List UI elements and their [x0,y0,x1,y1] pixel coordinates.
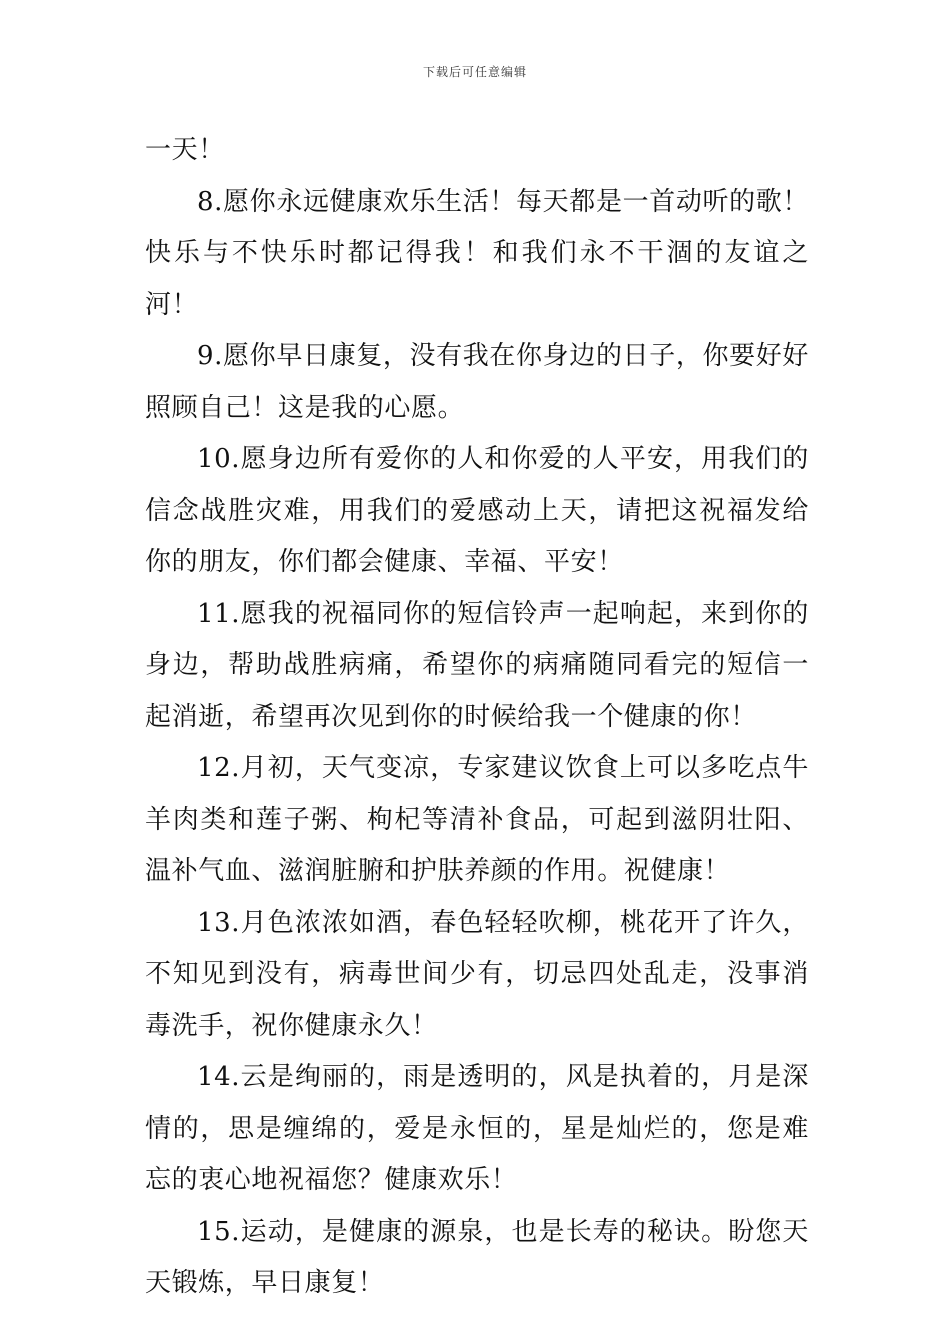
paragraph-item-13: 13.月色浓浓如酒，春色轻轻吹柳，桃花开了许久，不知见到没有，病毒世间少有，切忌四处乱走，没事消毒洗手，祝你健康永久！ [145,907,809,1041]
paragraph-item-12: 12.月初，天气变凉，专家建议饮食上可以多吃点牛羊肉类和莲子粥、枸杞等清补食品，可起到滋阴壮阳、温补气血、滋润脏腑和护肤养颜的作用。祝健康！ [145,753,809,886]
page-header: 下载后可任意编辑 [422,65,527,79]
paragraph-item-8: 8.愿你永远健康欢乐生活！每天都是一首动听的歌！快乐与不快乐时都记得我！和我们永不干涸的友谊之河！ [145,186,809,320]
paragraph-item-9: 9.愿你早日康复，没有我在你身边的日子，你要好好照顾自己！这是我的心愿。 [145,341,809,423]
paragraph-item-11: 11.愿我的祝福同你的短信铃声一起响起，来到你的身边，帮助战胜病痛，希望你的病痛随同看完的短信一起消逝，希望再次见到你的时候给我一个健康的你！ [145,598,809,732]
paragraph-item-15: 15.运动，是健康的源泉，也是长寿的秘诀。盼您天天锻炼，早日康复！ [145,1216,809,1298]
paragraph-item-10: 10.愿身边所有爱你的人和你爱的人平安，用我们的信念战胜灾难，用我们的爱感动上天，请把这祝福发给你的朋友，你们都会健康、幸福、平安！ [145,444,809,577]
document-body [145,125,809,1310]
paragraph-continuation: 一天！ [145,135,225,165]
paragraph-item-14: 14.云是绚丽的，雨是透明的，风是执着的，月是深情的，思是缠绵的，爱是永恒的，星是灿烂的，您是难忘的衷心地祝福您？健康欢乐！ [145,1062,809,1195]
